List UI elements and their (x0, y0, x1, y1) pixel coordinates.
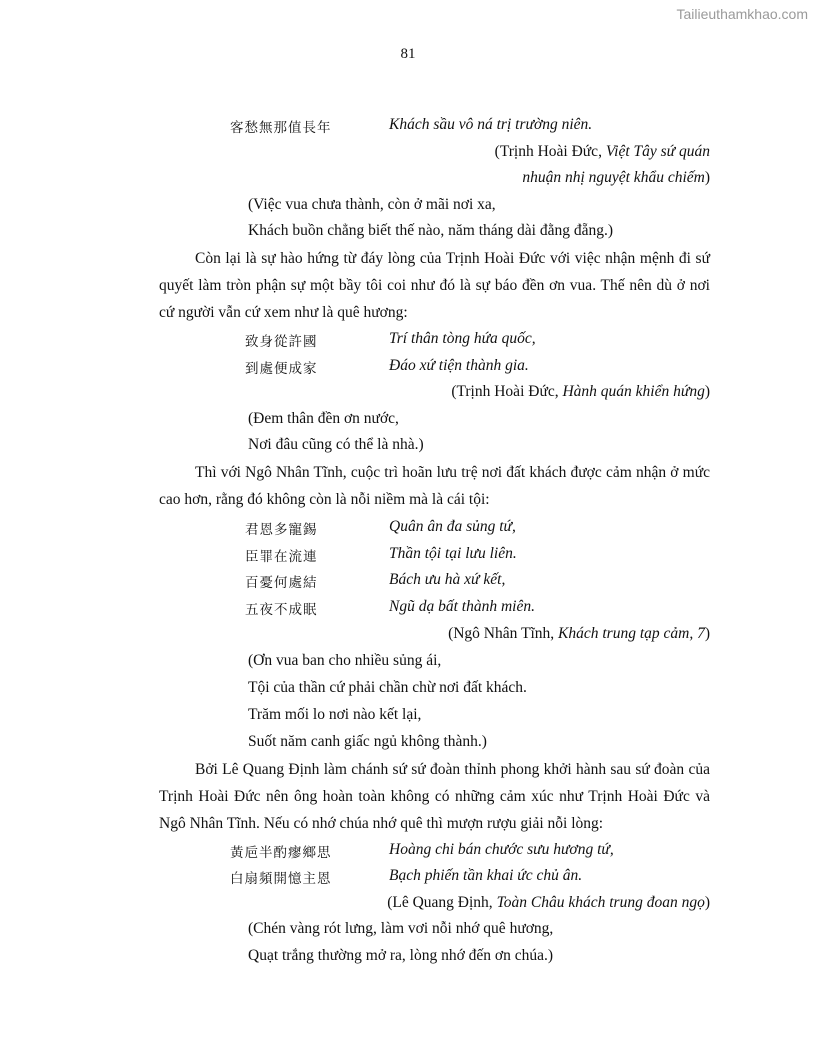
citation (448, 625, 710, 643)
citation (387, 894, 710, 912)
citation-suffix: ) (704, 169, 710, 186)
citation-suffix: ) (704, 383, 710, 400)
translation-line: Quạt trắng thường mở ra, lòng nhớ đến ơn chúa.) (248, 947, 554, 964)
citation-suffix: ) (704, 894, 710, 911)
citation-prefix: (Trịnh Hoài Đức, (451, 383, 563, 400)
citation-prefix: (Lê Quang Định, (387, 894, 497, 911)
poem-han-line: 白扇頻開憶主恩 (230, 871, 332, 887)
poem-han-line: 君恩多寵錫 (245, 522, 318, 538)
citation-title: Việt Tây sứ quán (605, 143, 710, 160)
citation-title: Toàn Châu khách trung đoan ngọ (496, 894, 705, 911)
citation (495, 143, 710, 161)
poem-viet-line: Thần tội tại lưu liên. (389, 545, 517, 562)
poem-han-line: 黃巵半酌瘳鄉思 (230, 845, 332, 861)
translation-line: Tội của thần cứ phải chần chừ nơi đất khách. (248, 679, 527, 696)
citation-title: Hành quán khiển hứng (562, 383, 705, 400)
poem-han-line: 百憂何處結 (245, 575, 318, 591)
citation-prefix: (Ngô Nhân Tĩnh, (448, 625, 559, 642)
page-number: 81 (400, 46, 416, 62)
poem-han-line: 臣罪在流連 (245, 549, 318, 565)
translation-line: Khách buồn chẳng biết thế nào, năm tháng dài đằng đẵng.) (248, 222, 613, 239)
translation-line: Suốt năm canh giấc ngủ không thành.) (248, 733, 487, 750)
poem-viet-line: Trí thân tòng hứa quốc, (389, 330, 536, 347)
body-paragraph: Còn lại là sự hào hứng từ đáy lòng của Trịnh Hoài Đức với việc nhận mệnh đi sứ quyết làm tròn phận sự một bầy tôi coi như đó là sự báo đền ơn vua. Thế nên dù ở nơi cứ người vẫn cứ xem như là quê hương: (159, 250, 710, 321)
citation-prefix: (Trịnh Hoài Đức, (494, 143, 606, 160)
poem-viet-line: Đáo xứ tiện thành gia. (389, 357, 529, 374)
poem-han-line: 致身從許國 (245, 334, 318, 350)
body-paragraph: Thì với Ngô Nhân Tĩnh, cuộc trì hoãn lưu trệ nơi đất khách được cảm nhận ở mức cao hơn, rằng đó không còn là nỗi niềm mà là cái tội: (159, 464, 710, 508)
citation-title: Khách trung tạp cảm, 7 (558, 625, 705, 642)
translation-line: Nơi đâu cũng có thể là nhà.) (248, 436, 424, 453)
poem-han-line: 到處便成家 (245, 361, 318, 377)
translation-line: Trăm mối lo nơi nào kết lại, (248, 706, 422, 723)
poem-viet-line: Bạch phiến tần khai ức chủ ân. (389, 867, 583, 884)
poem-viet-line: Khách sầu vô ná trị trường niên. (389, 116, 593, 133)
poem-viet-line: Hoàng chi bán chước sưu hương tứ, (389, 841, 614, 858)
translation-line: (Ơn vua ban cho nhiều sủng ái, (248, 652, 442, 669)
poem-viet-line: Quân ân đa sủng tứ, (389, 518, 516, 535)
translation-line: (Việc vua chưa thành, còn ở mãi nơi xa, (248, 196, 496, 213)
citation-title: nhuận nhị nguyệt khẩu chiếm (522, 169, 705, 186)
watermark: Tailieuthamkhao.com (676, 6, 808, 22)
poem-han-line: 客愁無那值長年 (230, 120, 332, 136)
citation (451, 383, 710, 401)
citation-suffix: ) (704, 625, 710, 642)
poem-viet-line: Bách ưu hà xứ kết, (389, 571, 506, 588)
translation-line: (Đem thân đền ơn nước, (248, 410, 399, 427)
body-paragraph: Bởi Lê Quang Định làm chánh sứ sứ đoàn thỉnh phong khởi hành sau sứ đoàn của Trịnh Hoài Đức nên ông hoàn toàn không có những cảm xúc như Trịnh Hoài Đức và Ngô Nhân Tĩnh. Nếu có nhớ chúa nhớ quê thì mượn rượu giải nỗi lòng: (159, 761, 710, 832)
poem-viet-line: Ngũ dạ bất thành miên. (389, 598, 535, 615)
translation-line: (Chén vàng rót lưng, làm vơi nỗi nhớ quê hương, (248, 920, 554, 937)
poem-han-line: 五夜不成眠 (245, 602, 318, 618)
citation-continued (522, 169, 710, 187)
